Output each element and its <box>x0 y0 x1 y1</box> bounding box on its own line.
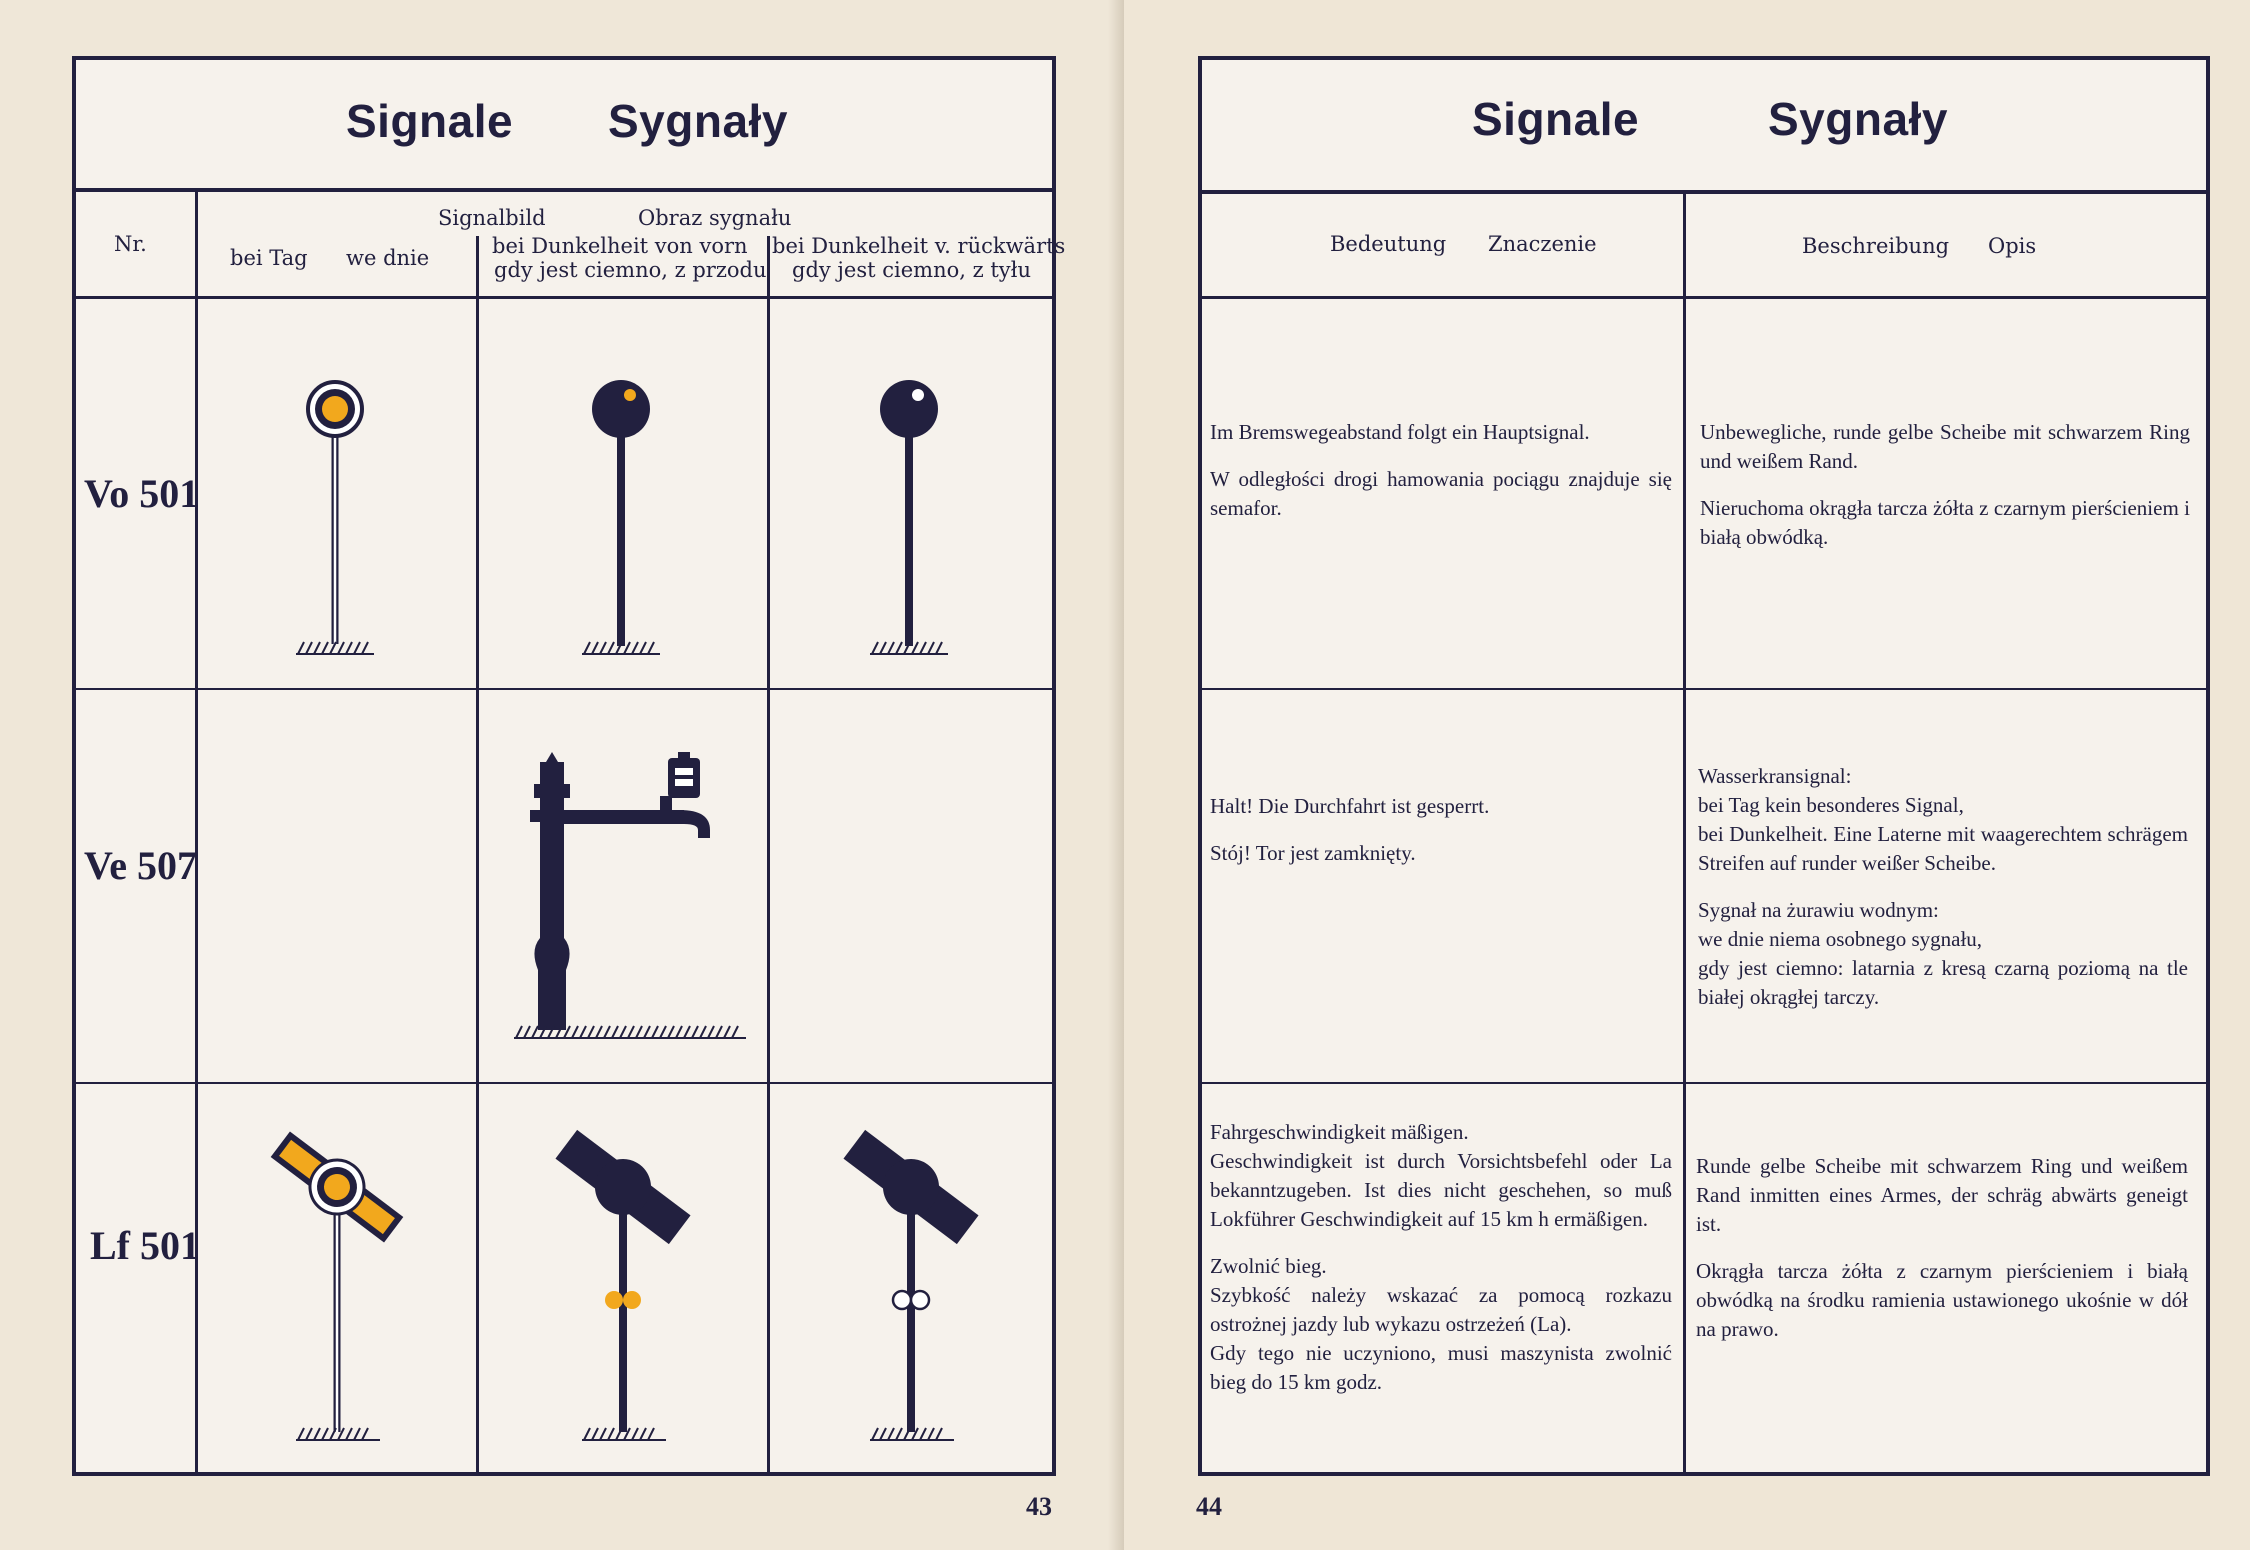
description-de-line2: bei Dunkelheit. Eine Laterne mit waagerechtem schrägem Streifen auf runder weißer Scheibe. <box>1698 822 2188 875</box>
ve507-water-crane-icon <box>510 750 750 1050</box>
row-nr-lf501: Lf 501 <box>90 1223 200 1268</box>
header-nr: Nr. <box>114 232 147 256</box>
left-page <box>0 0 1124 1550</box>
lf501-back-signal-icon <box>836 1122 986 1452</box>
lf501-day-signal-icon <box>262 1122 412 1452</box>
description-pl-line1: we dnie niema osobnego sygnału, <box>1698 927 1983 951</box>
meaning-de: Im Bremswegeabstand folgt ein Hauptsignal. <box>1210 420 1590 444</box>
header-back-pl: gdy jest ciemno, z tyłu <box>792 258 1031 282</box>
row-nr-ve507: Ve 507 <box>84 843 197 888</box>
page-title-de: Signale <box>346 95 514 147</box>
header-day-pl: we dnie <box>346 246 430 270</box>
description-lf501 <box>1696 1152 2188 1344</box>
page-title-pl: Sygnały <box>608 95 788 147</box>
lf501-front-signal-icon <box>548 1122 698 1452</box>
meaning-pl: Stój! Tor jest zamknięty. <box>1210 841 1416 865</box>
vo501-day-signal-icon <box>290 376 380 666</box>
header-back-de: bei Dunkelheit v. rückwärts <box>772 234 1066 258</box>
description-de: Runde gelbe Scheibe mit schwarzem Ring und weißem Rand inmitten eines Armes, der schräg abwärts geneigt ist. <box>1696 1154 2188 1236</box>
header-signalbild: Signalbild <box>438 206 546 230</box>
description-de-title: Wasserkransignal: <box>1698 764 1852 788</box>
description-pl-title: Sygnał na żurawiu wodnym: <box>1698 898 1939 922</box>
meaning-de-title: Fahrgeschwindigkeit mäßigen. <box>1210 1120 1469 1144</box>
header-obraz: Obraz sygnału <box>638 206 792 230</box>
header-znaczenie: Znaczenie <box>1488 232 1597 256</box>
page-number-left: 43 <box>1026 1492 1052 1521</box>
header-opis: Opis <box>1988 234 2037 258</box>
right-page <box>1124 0 2250 1550</box>
header-beschreibung: Beschreibung <box>1802 234 1950 258</box>
description-de-line1: bei Tag kein besonderes Signal, <box>1698 793 1964 817</box>
header-front-pl: gdy jest ciemno, z przodu <box>494 258 767 282</box>
description-vo501 <box>1700 418 2190 552</box>
description-pl-line2: gdy jest ciemno: latarnia z kresą czarną poziomą na tle białej okrągłej tarczy. <box>1698 956 2188 1009</box>
vo501-back-signal-icon <box>864 376 954 666</box>
header-day-de: bei Tag <box>230 246 308 270</box>
meaning-lf501 <box>1210 1118 1672 1397</box>
meaning-de-body: Geschwindigkeit ist durch Vorsichtsbefehl oder La bekanntzugeben. Ist dies nicht geschehen, so muß Lokführer Geschwindigkeit auf 15 km h ermäßigen. <box>1210 1149 1672 1231</box>
meaning-pl-title: Zwolnić bieg. <box>1210 1254 1327 1278</box>
vo501-front-signal-icon <box>576 376 666 666</box>
row-nr-vo501: Vo 501 <box>84 471 200 516</box>
meaning-pl-body1: Szybkość należy wskazać za pomocą rozkazu ostrożnej jazdy lub wykazu ostrzeżeń (La). <box>1210 1283 1672 1336</box>
description-ve507 <box>1698 762 2188 1012</box>
header-bedeutung: Bedeutung <box>1330 232 1447 256</box>
meaning-ve507 <box>1210 792 1672 868</box>
page-number-right: 44 <box>1196 1492 1222 1521</box>
page-title-de: Signale <box>1472 93 1640 145</box>
description-de: Unbewegliche, runde gelbe Scheibe mit schwarzem Ring und weißem Rand. <box>1700 420 2190 473</box>
description-pl: Okrągła tarcza żółta z czarnym pierścieniem i białą obwódką na środku ramienia ustawionego ukośnie w dół na prawo. <box>1696 1259 2188 1341</box>
meaning-pl: W odległości drogi hamowania pociągu znajduje się semafor. <box>1210 467 1672 520</box>
page-title-pl: Sygnały <box>1768 93 1948 145</box>
description-pl: Nieruchoma okrągła tarcza żółta z czarnym pierścieniem i białą obwódką. <box>1700 496 2190 549</box>
header-front-de: bei Dunkelheit von vorn <box>492 234 748 258</box>
meaning-pl-body2: Gdy tego nie uczyniono, musi maszynista zwolnić bieg do 15 km godz. <box>1210 1341 1672 1394</box>
meaning-vo501 <box>1210 418 1672 523</box>
meaning-de: Halt! Die Durchfahrt ist gesperrt. <box>1210 794 1490 818</box>
